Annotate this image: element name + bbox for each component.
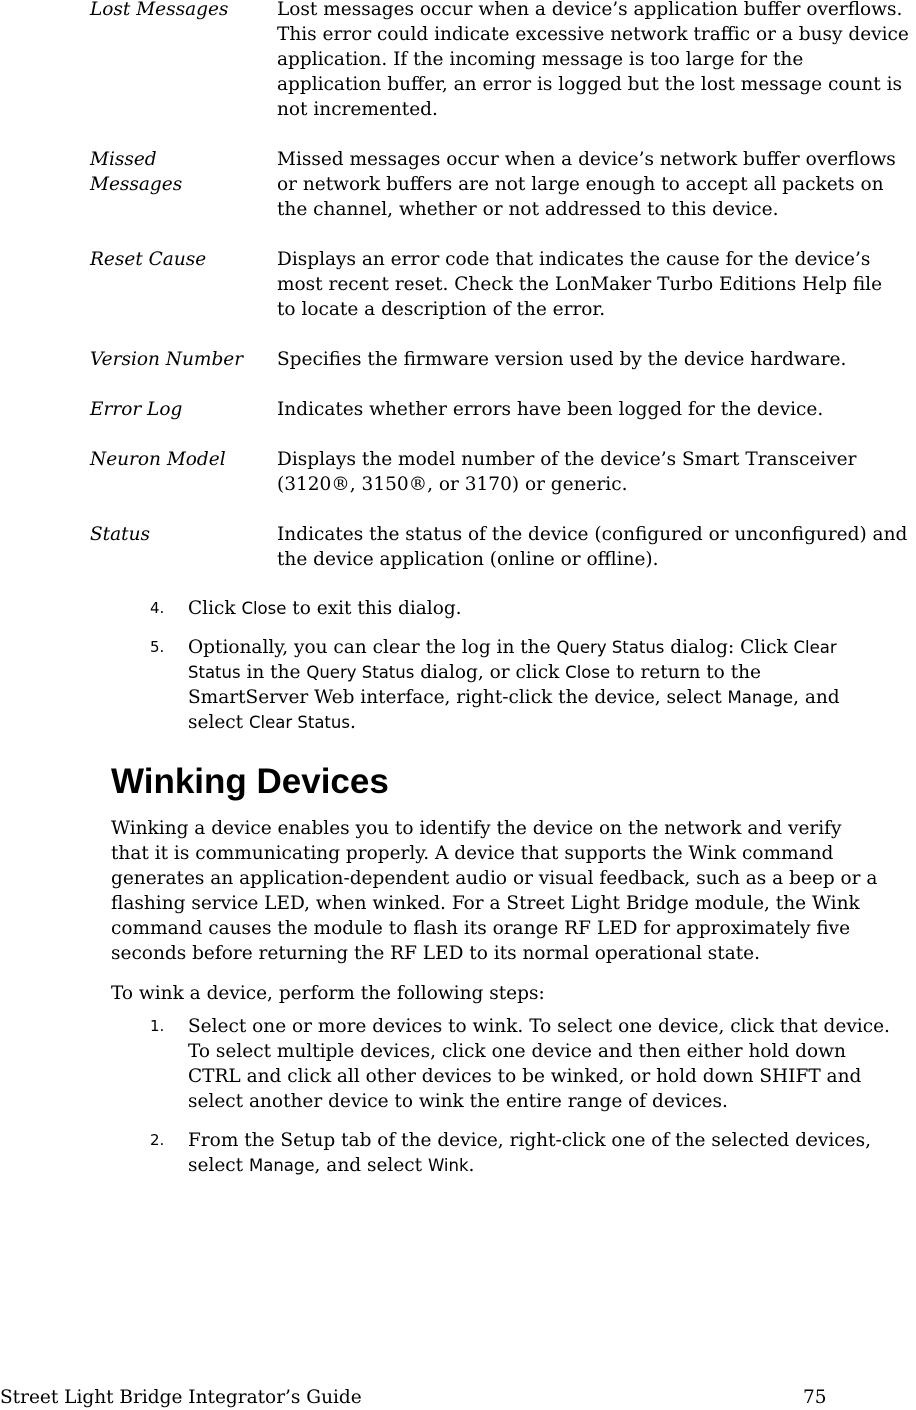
definition-description [277, 522, 916, 572]
step-text-line [188, 635, 903, 660]
step-text-run: select another device to wink the entire range of devices. [188, 1091, 728, 1112]
step-text-line [188, 710, 903, 735]
definition-description [277, 247, 916, 322]
definition-term [90, 347, 270, 372]
definition-term [90, 147, 270, 197]
step-text-line [188, 685, 903, 710]
step-text-run: to exit this dialog. [286, 598, 462, 619]
definition-description-line: Indicates whether errors have been logged for the device. [277, 399, 824, 420]
definition-description-line: the device application (online or offline). [277, 549, 659, 570]
step-text-run: dialog: Click [664, 637, 794, 658]
definition-description [277, 147, 916, 222]
definition-term-line: Missed [90, 149, 157, 170]
ui-command-label: Query Status [556, 638, 665, 657]
step-text-run: select [188, 1155, 249, 1176]
step-text-run: select [188, 712, 249, 733]
definition-description-line: Displays an error code that indicates the cause for the device’s [277, 249, 871, 270]
definition-term [90, 0, 270, 22]
intro-line: flashing service LED, when winked. For a Street Light Bridge module, the Wink [111, 893, 860, 914]
footer-page-number: 75 [803, 1387, 827, 1408]
step-text-run: CTRL and click all other devices to be winked, or hold down SHIFT and [188, 1066, 862, 1087]
step-text-run: dialog, or click [414, 662, 566, 683]
definition-term-line: Error Log [90, 399, 183, 420]
definition-description-line: application. If the incoming message is too large for the [277, 49, 804, 70]
definition-description-line: application buffer, an error is logged but the lost message count is [277, 74, 903, 95]
step-text-line [188, 596, 903, 621]
intro-line: seconds before returning the RF LED to its normal operational state. [111, 943, 760, 964]
definition-description [277, 347, 916, 372]
ui-command-label: Clear Status [248, 713, 350, 732]
definition-description-line: Specifies the firmware version used by the device hardware. [277, 349, 847, 370]
step-text-line [188, 1128, 903, 1153]
step-number: 2. [150, 1131, 165, 1149]
step-text-line [188, 1039, 903, 1064]
definition-description-line: Indicates the status of the device (configured or unconfigured) and [277, 524, 908, 545]
definition-term [90, 397, 270, 422]
definition-term [90, 247, 270, 272]
definition-description [277, 447, 916, 497]
definition-description-line: Lost messages occur when a device’s application buffer overflows. [277, 0, 903, 20]
step-text [188, 1128, 903, 1178]
step-text-line [188, 1153, 903, 1178]
step-text-run: . [468, 1155, 475, 1176]
step-text-line [188, 1064, 903, 1089]
definition-term-line: Reset Cause [90, 249, 207, 270]
ui-command-label: Close [241, 599, 287, 618]
step-text [188, 596, 903, 621]
definition-description-line: the channel, whether or not addressed to this device. [277, 199, 779, 220]
step-text [188, 635, 903, 735]
definition-description-line: to locate a description of the error. [277, 299, 606, 320]
definition-description-line: This error could indicate excessive network traffic or a busy device [277, 24, 909, 45]
step-text-run: Select one or more devices to wink. To select one device, click that device. [188, 1016, 890, 1037]
step-text [188, 1014, 903, 1114]
ui-command-label: Manage [727, 688, 794, 707]
step-text-run: To select multiple devices, click one device and then either hold down [188, 1041, 846, 1062]
definition-term-line: Status [90, 524, 150, 545]
step-text-run: Click [188, 598, 242, 619]
ui-command-label: Clear [793, 638, 837, 657]
step-text-run: to return to the [610, 662, 761, 683]
step-text-run: From the Setup tab of the device, right-click one of the selected devices, [188, 1130, 871, 1151]
step-text-run: , and [793, 687, 840, 708]
definition-description-line: not incremented. [277, 99, 438, 120]
step-text-run: . [349, 712, 356, 733]
step-text-line [188, 1014, 903, 1039]
step-text-line [188, 660, 903, 685]
step-text-run: , and select [314, 1155, 428, 1176]
definition-term-line: Version Number [90, 349, 244, 370]
ui-command-label: Wink [427, 1156, 469, 1175]
step-text-line [188, 1089, 903, 1114]
definition-term [90, 447, 270, 472]
ui-command-label: Query Status [306, 663, 415, 682]
step-text-run: in the [240, 662, 307, 683]
ui-command-label: Status [188, 663, 241, 682]
step-number: 1. [150, 1017, 165, 1035]
definition-description-line: or network buffers are not large enough to accept all packets on [277, 174, 884, 195]
definition-description-line: Displays the model number of the device’s Smart Transceiver [277, 449, 857, 470]
ui-command-label: Close [565, 663, 611, 682]
definition-term-line: Lost Messages [90, 0, 229, 20]
definition-description [277, 397, 916, 422]
intro-line: Winking a device enables you to identify the device on the network and verify [111, 818, 842, 839]
step-number: 5. [150, 638, 165, 656]
definition-description-line: (3120®, 3150®, or 3170) or generic. [277, 474, 628, 495]
ui-command-label: Manage [248, 1156, 315, 1175]
intro-line: generates an application-dependent audio or visual feedback, such as a beep or a [111, 868, 878, 889]
definition-description [277, 0, 916, 122]
intro-line: that it is communicating properly. A device that supports the Wink command [111, 843, 834, 864]
definition-term [90, 522, 270, 547]
step-text-run: Optionally, you can clear the log in the [188, 637, 557, 658]
step-number: 4. [150, 599, 165, 617]
intro-line: command causes the module to flash its orange RF LED for approximately five [111, 918, 851, 939]
step-text-run: SmartServer Web interface, right-click the device, select [188, 687, 728, 708]
steps-lead-in: To wink a device, perform the following steps: [111, 983, 545, 1004]
definition-description-line: most recent reset. Check the LonMaker Turbo Editions Help file [277, 274, 883, 295]
definition-term-line: Messages [90, 174, 183, 195]
section-heading: Winking Devices [111, 762, 389, 801]
definition-description-line: Missed messages occur when a device’s network buffer overflows [277, 149, 896, 170]
definition-term-line: Neuron Model [90, 449, 226, 470]
footer-title: Street Light Bridge Integrator’s Guide [0, 1387, 362, 1408]
